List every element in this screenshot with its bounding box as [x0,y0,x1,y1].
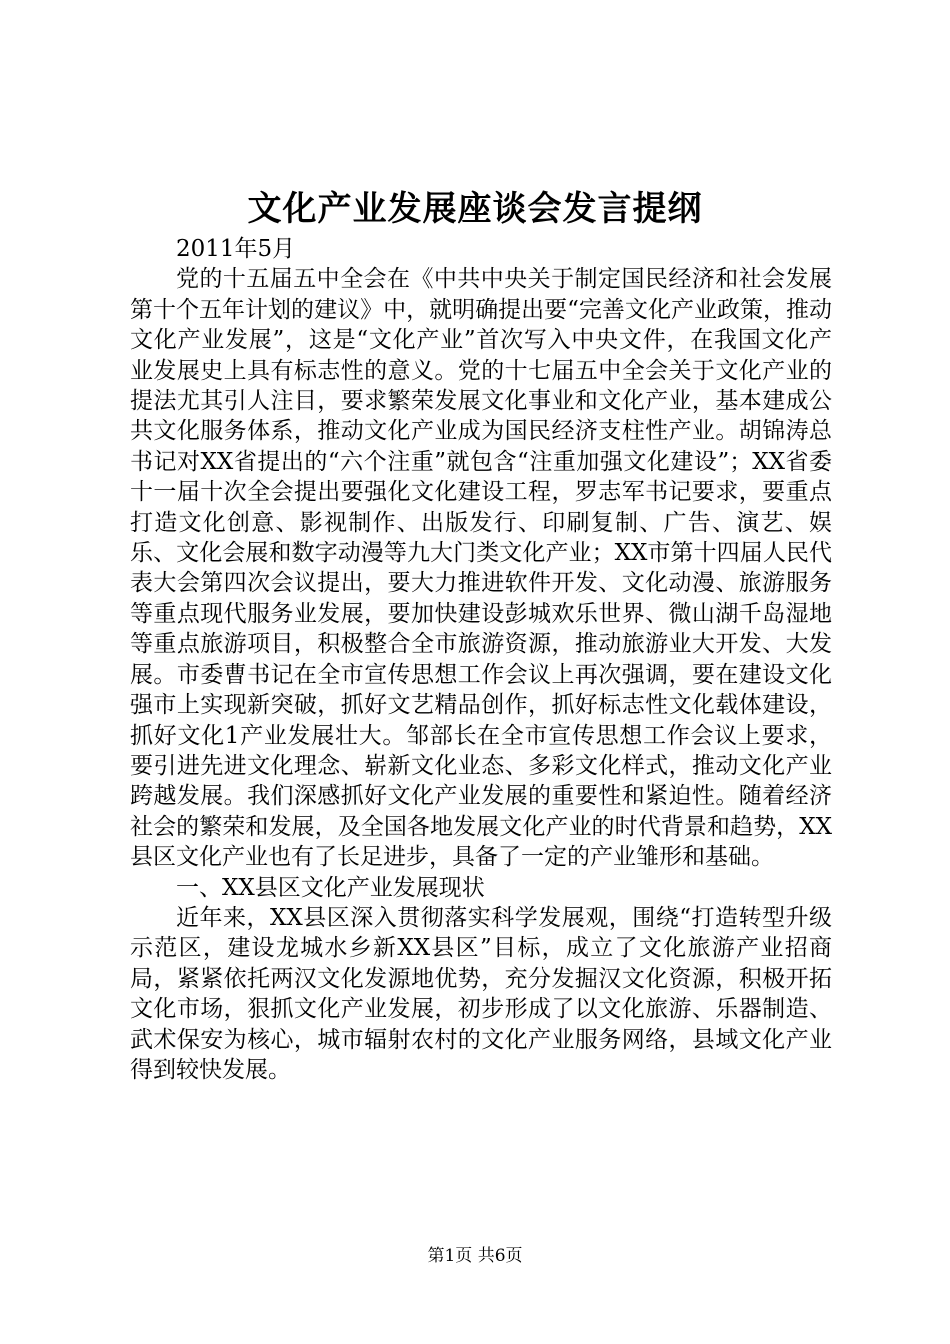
section-heading: 一、XX县区文化产业发展现状 [176,874,485,901]
document-date: 2011年5月 [176,236,296,262]
document-title: 文化产业发展座谈会发言提纲 [247,189,703,229]
paragraph-intro: 党的十五届五中全会在《中共中央关于制定国民经济和社会发展第十个五年计划的建议》中，就明确提出要“完善文化产业政策，推动文化产业发展”，这是“文化产业”首次写入中央文件，在我国文化产业发展史上具有标志性的意义。党的十七届五中全会关于文化产业的提法尤其引人注目，要求繁荣发展文化事业和文化产业，基本建成公共文化服务体系，推动文化产业成为国民经济支柱性产业。胡锦涛总书记对XX省提出的“六个注重”就包含“注重加强文化建设”；XX省委十一届十次全会提出要强化文化建设工程，罗志军书记要求，要重点打造文化创意、影视制作、出版发行、印刷复制、广告、演艺、娱乐、文化会展和数字动漫等九大门类文化产业；XX市第十四届人民代表大会第四次会议提出，要大力推进软件开发、文化动漫、旅游服务等重点现代服务业发展，要加快建设彭城欢乐世界、微山湖千岛湿地等重点旅游项目，积极整合全市旅游资源，推动旅游业大开发、大发展。市委曹书记在全市宣传思想工作会议上再次强调，要在建设文化强市上实现新突破，抓好文艺精品创作，抓好标志性文化载体建设，抓好文化1产业发展壮大。邹部长在全市宣传思想工作会议上要求，要引进先进文化理念、崭新文化业态、多彩文化样式，推动文化产业跨越发展。我们深感抓好文化产业发展的重要性和紧迫性。随着经济社会的繁荣和发展，及全国各地发展文化产业的时代背景和趋势，XX县区文化产业也有了长足进步，具备了一定的产业雏形和基础。 [130,266,832,871]
paragraph-status: 近年来，XX县区深入贯彻落实科学发展观，围绕“打造转型升级示范区，建设龙城水乡新XX县区”目标，成立了文化旅游产业招商局，紧紧依托两汉文化发源地优势，充分发掘汉文化资源，积极开拓文化市场，狠抓文化产业发展，初步形成了以文化旅游、乐器制造、武术保安为核心，城市辐射农村的文化产业服务网络，县域文化产业得到较快发展。 [130,904,832,1083]
document-body [130,234,832,1085]
page-number-footer: 第1页 共6页 [427,1246,523,1266]
